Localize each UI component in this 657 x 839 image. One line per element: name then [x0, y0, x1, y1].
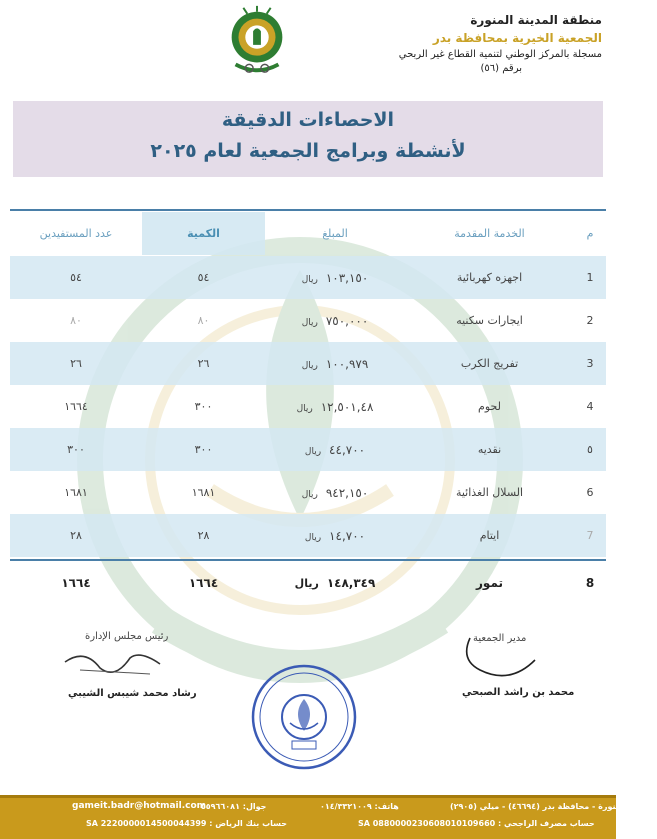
footer-rajhi-account: SA 0880000230608010109660 : حساب مصرف الراجحي	[358, 819, 595, 828]
manager-label: مدير الجمعية	[473, 633, 527, 644]
footer-email: gameit.badr@hotmail.com	[72, 801, 207, 811]
row-service: ايتام	[479, 529, 500, 542]
chair-label: رئيس مجلس الإدارة	[85, 631, 169, 642]
region-name: منطقة المدينة المنورة	[470, 13, 602, 27]
row-service: نقديه	[477, 443, 502, 456]
page-subtitle: لأنشطة وبرامج الجمعية لعام ٢٠٢٥	[150, 140, 466, 162]
header-index: م	[586, 227, 594, 240]
row-quantity: ٢٦	[197, 357, 210, 370]
table-row	[10, 256, 606, 299]
currency: ريال	[301, 274, 318, 285]
row-service: اجهزه كهربائية	[456, 271, 523, 284]
row-beneficiaries: ٨٠	[70, 314, 82, 327]
currency: ريال	[301, 317, 318, 328]
row-service: ايجارات سكنيه	[456, 314, 523, 327]
row-service: تمور	[476, 575, 503, 590]
row-service: تفريج الكرب	[460, 357, 519, 370]
table-row	[10, 514, 606, 557]
currency: ريال	[301, 489, 318, 500]
row-beneficiaries: ٣٠٠	[67, 443, 85, 456]
amount-value: ٤٤,٧٠٠	[329, 442, 366, 457]
row-amount	[265, 299, 405, 342]
currency: ريال	[304, 446, 322, 457]
row-quantity: ١٦٨١	[191, 486, 216, 499]
row-amount	[265, 385, 405, 428]
row-beneficiaries: ١٦٦٤	[61, 575, 91, 590]
row-amount	[265, 471, 405, 514]
footer-phone: هاتف: ٠١٤/٣٣٢١٠٠٩	[320, 802, 399, 811]
row-index: ٥	[587, 443, 593, 456]
amount-value: ٧٥٠,٠٠٠	[325, 313, 369, 328]
manager-name: محمد بن راشد الصبحي	[462, 687, 575, 698]
row-index: 4	[586, 400, 594, 413]
table-row	[10, 471, 606, 514]
row-index: 6	[586, 486, 594, 499]
row-index: 3	[586, 357, 594, 370]
row-amount	[265, 256, 405, 299]
footer-top-strip	[0, 795, 616, 798]
row-beneficiaries: ١٦٨١	[64, 486, 88, 499]
table-top-rule	[10, 209, 606, 211]
palm-swords-logo-icon	[218, 2, 296, 80]
header-quantity: الكمية	[142, 212, 265, 255]
row-amount	[265, 342, 405, 385]
amount-value: ١٠٠,٩٧٩	[325, 356, 369, 371]
footer-address: المدينة المنورة - محافظة بدر (٤٦٦٩٤) - ميلي (٢٩٠٥)	[450, 802, 657, 811]
row-amount	[265, 561, 405, 604]
row-service: لحوم	[478, 400, 501, 413]
table-row	[10, 299, 606, 342]
row-quantity: ٥٤	[197, 271, 210, 284]
row-index: 7	[586, 529, 594, 542]
table-row	[10, 342, 606, 385]
header-amount: المبلغ	[322, 227, 348, 240]
row-quantity: ٣٠٠	[194, 443, 213, 456]
amount-value: ١٠٣,١٥٠	[325, 270, 369, 285]
row-quantity: ١٦٦٤	[188, 575, 219, 590]
footer-riyad-account: SA 2220000014500044399 : حساب بنك الرياض	[86, 819, 288, 828]
row-beneficiaries: ٥٤	[70, 271, 82, 284]
page-title: الاحصاءات الدقيقة	[221, 109, 395, 131]
currency: ريال	[304, 532, 322, 543]
chair-signature	[60, 640, 170, 685]
registration-number: برقم (٥٦)	[480, 63, 522, 74]
header-block	[302, 12, 602, 76]
row-beneficiaries: ٢٦	[70, 357, 82, 370]
row-beneficiaries: ٢٨	[70, 529, 82, 542]
row-beneficiaries: ١٦٦٤	[64, 400, 88, 413]
currency: ريال	[296, 403, 313, 414]
association-name: الجمعية الخيرية بمحافظة بدر	[432, 31, 602, 45]
title-banner	[13, 101, 603, 177]
row-quantity: ٣٠٠	[194, 400, 213, 413]
amount-value: ١٤٨,٣٤٩	[326, 575, 376, 590]
row-index: 2	[586, 314, 594, 327]
registration-text: مسجلة بالمركز الوطني لتنمية القطاع غير الربحي	[398, 49, 602, 60]
page-footer	[0, 795, 657, 839]
header-beneficiaries: عدد المستفيدين	[39, 227, 113, 240]
header-service: الخدمة المقدمة	[454, 227, 525, 240]
currency: ريال	[301, 360, 318, 371]
table-header-row	[10, 212, 606, 255]
amount-value: ٩٤٢,١٥٠	[325, 485, 369, 500]
row-index: 8	[585, 575, 595, 590]
amount-value: ١٢,٥٠١,٤٨	[320, 399, 374, 414]
chair-name: رشاد محمد شيبس الشيبي	[68, 688, 197, 699]
table-row	[10, 561, 606, 604]
row-quantity: ٢٨	[197, 529, 210, 542]
table-row	[10, 428, 606, 471]
row-service: السلال الغذائية	[455, 486, 524, 499]
footer-mobile: جوال: ٠٥٥٩٦٦٠٨١	[196, 802, 267, 811]
row-amount	[265, 514, 405, 557]
row-quantity: ٨٠	[197, 314, 210, 327]
association-seal-icon	[250, 663, 358, 771]
row-index: 1	[586, 271, 594, 284]
amount-value: ١٤,٧٠٠	[329, 528, 366, 543]
manager-signature	[440, 630, 550, 690]
currency: ريال	[294, 576, 319, 590]
row-amount	[265, 428, 405, 471]
table-row	[10, 385, 606, 428]
